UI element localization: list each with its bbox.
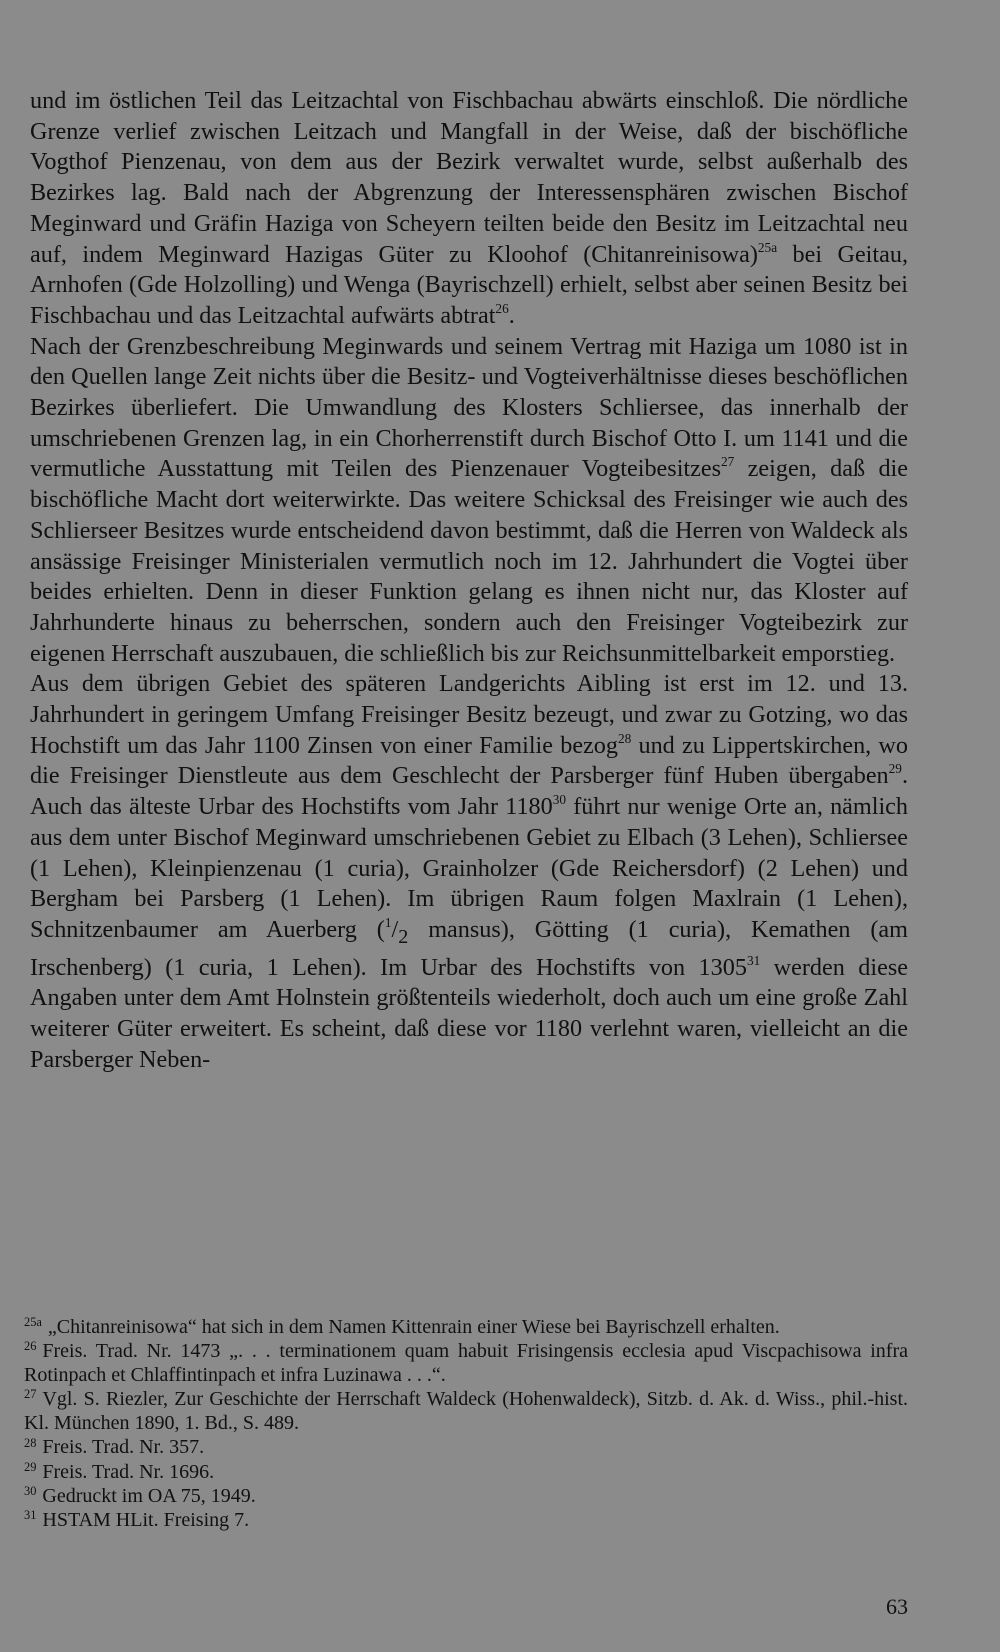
footnote-26: $^{26}$ Freis. Trad. Nr. 1473 „. . . terminationem quam habuit Frisingensis ecclesia apud Viscpachisowa infra Rotinpach et Chlaffintinpach et infra Luzinawa . . .“. <box>24 1339 908 1387</box>
footnote-ref-30[interactable]: 30 <box>552 792 567 808</box>
main-text <box>30 86 908 1075</box>
page-number: 63 <box>886 1594 908 1619</box>
footnote-29: $^{29}$ Freis. Trad. Nr. 1696. <box>24 1459 215 1483</box>
footnote-25a: $^{25a}$ „Chitanreinisowa“ hat sich in dem Namen Kittenrain einer Wiese bei Bayrischzell erhalten. <box>24 1315 780 1338</box>
footnote-ref-25a[interactable]: 25a <box>757 239 778 255</box>
footnote-ref-29[interactable]: 29 <box>888 761 902 777</box>
fraction-denominator: 2 <box>398 925 409 948</box>
footnote-30: $^{30}$ Gedruckt im OA 75, 1949. <box>24 1483 256 1507</box>
fraction-slash: / <box>391 915 399 943</box>
paragraph-2: Nach der Grenzbeschreibung Meginwards und seinem Vertrag mit Haziga um 1080 ist in den Quellen lange Zeit nichts über die Besitz- und Vogteiverhältnisse dieses beschöflichen Bezirkes überliefert. Die Umwandlung des Klosters Schliersee, das innerhalb der umschriebenen Grenzen lag, in ein Chorherrenstift durch Bischof Otto I. um 1141 und die vermutliche Ausstattung mit Teilen des Pienzenauer Vogteibesitzes$^{27}$ zeigen, daß die bischöfliche Macht dort weiterwirkte. Das weitere Schicksal des Freisinger wie auch des Schlierseer Besitzes wurde entscheidend davon bestimmt, daß die Herren von Waldeck als ansässige Freisinger Ministerialen vermutlich noch im 12. Jahrhundert die Vogtei über beides erhielten. Denn in dieser Funktion gelang es ihnen nicht nur, das Kloster auf Jahrhunderte hinaus zu beherrschen, sondern auch den Freisinger Vogteibezirk zur eigenen Herrschaft auszubauen, die schließlich bis zur Reichsunmittelbarkeit emporstieg. <box>30 332 908 667</box>
fraction-numerator: 1 <box>384 915 392 931</box>
footnote-ref-28[interactable]: 28 <box>617 730 632 746</box>
paragraph-1: und im östlichen Teil das Leitzachtal von Fischbachau abwärts einschloß. Die nördliche Grenze verlief zwischen Leitzach und Mangfall in der Weise, daß der bischöfliche Vogthof Pienzenau, von dem aus der Bezirk verwaltet wurde, selbst außerhalb des Bezirkes lag. Bald nach der Abgrenzung der Interessensphären zwischen Bischof Meginward und Gräfin Haziga von Scheyern teilten beide den Besitz im Leitzachtal neu auf, indem Meginward Hazigas Güter zu Kloohof (Chitanreinisowa)$^{25a}$ bei Geitau, Arnhofen (Gde Holzolling) und Wenga (Bayrischzell) erhielt, selbst aber seinen Besitz bei Fischbachau und das Leitzachtal aufwärts abtrat$^{26}$. <box>30 87 908 329</box>
paragraph-3: Aus dem übrigen Gebiet des späteren Landgerichts Aibling ist erst im 12. und 13. Jahrhundert in geringem Umfang Freisinger Besitz bezeugt, und zwar zu Gotzing, wo das Hochstift um das Jahr 1100 Zinsen von einer Familie bezog$^{28}$ und zu Lippertskirchen, wo die Freisinger Dienstleute aus dem Geschlecht der Parsberger fünf Huben übergaben$^{29}$. Auch das älteste Urbar des Hochstifts vom Jahr 1180$^{30}$ führt nur wenige Orte an, nämlich aus dem unter Bischof Meginward umschriebenen Gebiet zu Elbach (3 Lehen), Schliersee (1 Lehen), Kleinpienzenau (1 curia), Grainholzer (Gde Reichersdorf) (2 Lehen) und Bergham bei Parsberg (1 Lehen). Im übrigen Raum folgen Maxlrain (1 Lehen), Schnitzenbaumer am Auerberg ($^1/_2$ mansus), Götting (1 curia), Kemathen (am Irschenberg) (1 curia, 1 Lehen). Im Urbar des Hochstifts von 1305$^{31}$ werden diese Angaben unter dem Amt Holnstein größtenteils wiederholt, doch auch um eine große Zahl weiterer Güter erweitert. Es scheint, daß diese vor 1180 verlehnt waren, vielleicht an die Parsberger Neben- <box>30 670 908 1073</box>
footnote-31: $^{31}$ HSTAM HLit. Freising 7. <box>24 1507 250 1531</box>
footnote-ref-26[interactable]: 26 <box>495 300 509 316</box>
footnote-28: $^{28}$ Freis. Trad. Nr. 357. <box>24 1435 205 1459</box>
footnote-ref-31[interactable]: 31 <box>746 952 761 968</box>
footnote-ref-27[interactable]: 27 <box>721 454 735 470</box>
footnote-27: $^{27}$ Vgl. S. Riezler, Zur Geschichte der Herrschaft Waldeck (Hohenwaldeck), Sitzb. d. Ak. d. Wiss., phil.-hist. Kl. München 1890, 1. Bd., S. 489. <box>24 1387 908 1435</box>
footnotes <box>24 1315 908 1532</box>
